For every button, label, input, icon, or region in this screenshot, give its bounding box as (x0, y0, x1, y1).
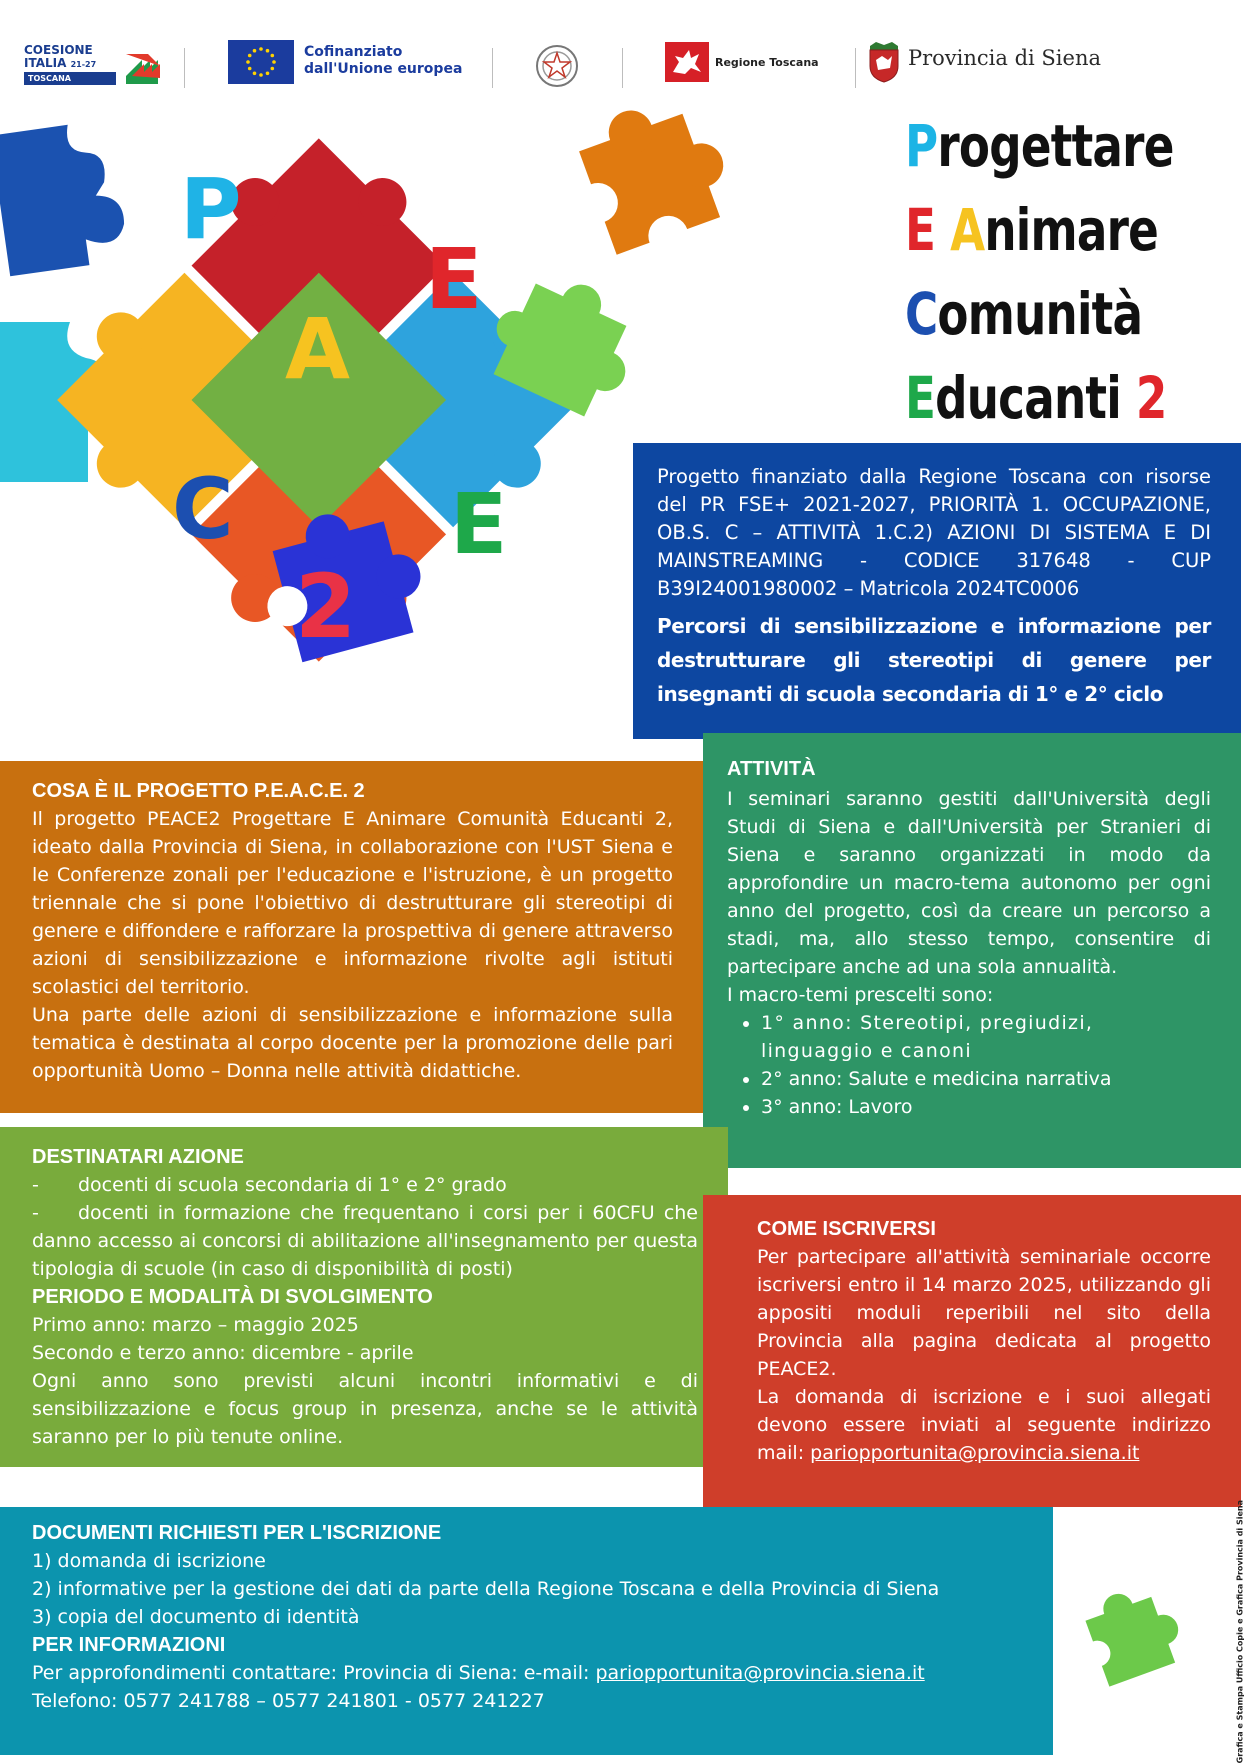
coesione-line2: ITALIA (24, 56, 67, 70)
info-prefix: Per approfondimenti contattare: Provincia di Siena: e-mail: (32, 1662, 590, 1684)
title-line-4 (905, 356, 1167, 440)
macro-temi-list (727, 1009, 1211, 1121)
eu-line1: Cofinanziato (304, 44, 403, 60)
info-text (32, 1659, 1023, 1687)
documento-item: 2) informative per la gestione dei dati da parte della Regione Toscana e della Provincia di Siena (32, 1578, 940, 1600)
header-divider (855, 48, 856, 88)
puzzle-letter-c: C (172, 460, 234, 558)
coesione-region: TOSCANA (24, 72, 116, 85)
title-word: ducanti (935, 364, 1121, 432)
header-divider (622, 48, 623, 88)
title-word: omunità (937, 280, 1143, 348)
project-title (905, 104, 1225, 440)
title-word: rogettare (937, 112, 1174, 180)
attivita-intro: I macro-temi prescelti sono: (727, 984, 994, 1006)
attivita-text: I seminari saranno gestiti dall'Università degli Studi di Siena e dall'Università per Stranieri di Siena e saranno organizzati in modo da approfondire un macro-tema autonomo per ogni anno del progetto, così da creare un percorso a stadi, ma, allo stesso tempo, consentire di partecipare anche ad una sola annualità. (727, 788, 1211, 978)
list-item: • 1° anno: Stereotipi, pregiudizi, linguaggio e canoni (761, 1009, 1211, 1065)
documento-item: 1) domanda di iscrizione (32, 1550, 266, 1572)
coesione-line1: COESIONE (24, 43, 93, 57)
title-line-3 (905, 272, 1155, 356)
coesione-years: 21-27 (70, 60, 97, 69)
periodo-text: Ogni anno sono previsti alcuni incontri informativi e di sensibilizzazione e focus group in presenza, anche se le attività saranno per lo più tenute online. (32, 1370, 698, 1448)
phone-text: Telefono: 0577 241788 – 0577 241801 - 0577 241227 (32, 1690, 545, 1712)
title-line-1 (905, 104, 1174, 188)
cosa-text-2: Una parte delle azioni di sensibilizzazione e informazione sulla tematica è destinata al corpo docente per la promozione delle pari opportunità Uomo – Donna nelle attività didattiche. (32, 1004, 673, 1082)
cosa-heading: COSA È IL PROGETTO P.E.A.C.E. 2 (32, 780, 365, 802)
header-divider (492, 48, 493, 88)
info-email-link[interactable]: pariopportunita@provincia.siena.it (595, 1662, 925, 1684)
logo-eu (228, 40, 468, 84)
funding-box (633, 443, 1241, 739)
title-initial: C (905, 280, 938, 348)
credit-text: Grafica e Stampa Ufficio Copie e Grafica Provincia di Siena (1235, 1500, 1244, 1763)
puzzle-letter-e1: E (425, 230, 483, 328)
italian-emblem-icon (535, 44, 579, 88)
title-initial: P (905, 112, 938, 180)
destinatari-item: - docenti di scuola secondaria di 1° e 2° grado (32, 1174, 507, 1196)
list-item: • 2° anno: Salute e medicina narrativa (761, 1065, 1211, 1093)
cosa-text: Il progetto PEACE2 Progettare E Animare Comunità Educanti 2, ideato dalla Provincia di Siena, in collaborazione con l'UST Siena e le Conferenze zonali per l'educazione e l'istruzione, è un progetto triennale che si pone l'obiettivo di destrutturare gli stereotipi di genere e diffondere e rafforzare la prospettiva di genere attraverso azioni di sensibilizzazione e informazione rivolte agli istituti scolastici del territorio. (32, 808, 673, 998)
destinatari-item: - docenti in formazione che frequentano i corsi per i 60CFU che danno accesso ai concorsi di abilitazione all'insegnamento per questa tipologia di scuole (in caso di disponibilità di posti) (32, 1202, 698, 1280)
logo-coesione (24, 44, 164, 92)
iscriversi-text: Per partecipare all'attività seminariale occorre iscriversi entro il 14 marzo 2025, utilizzando gli appositi moduli reperibili nel sito della Provincia alla pagina dedicata al progetto PEACE2. (757, 1246, 1211, 1380)
provincia-label: Provincia di Siena (908, 46, 1101, 70)
funding-bold: Percorsi di sensibilizzazione e informazione per destrutturare gli stereotipi di genere per insegnanti di scuola secondaria di 1° e 2° ciclo (657, 614, 1211, 706)
attivita-box (703, 733, 1241, 1168)
puzzle-number-2: 2 (295, 555, 357, 658)
email-link[interactable]: pariopportunita@provincia.siena.it (810, 1442, 1140, 1464)
regione-label: Regione Toscana (715, 56, 819, 69)
periodo-text: Primo anno: marzo – maggio 2025 (32, 1314, 359, 1336)
header-divider (184, 48, 185, 88)
title-initial: A (950, 196, 985, 264)
title-number: 2 (1135, 364, 1167, 432)
title-word: nimare (984, 196, 1159, 264)
logo-provincia-siena (866, 40, 1101, 84)
destinatari-heading: DESTINATARI AZIONE (32, 1146, 244, 1168)
destinatari-box (0, 1127, 728, 1467)
iscriversi-text-2 (757, 1383, 1211, 1467)
pegasus-icon (665, 42, 709, 82)
info-heading: PER INFORMAZIONI (32, 1634, 226, 1656)
coesione-arrows-icon (122, 46, 164, 88)
documenti-box (0, 1507, 1053, 1755)
periodo-text: Secondo e terzo anno: dicembre - aprile (32, 1342, 414, 1364)
puzzle-letter-e2: E (450, 475, 508, 573)
iscriversi-box (703, 1195, 1241, 1507)
funding-text: Progetto finanziato dalla Regione Toscana con risorse del PR FSE+ 2021-2027, PRIORITÀ 1. OCCUPAZIONE, OB.S. C – ATTIVITÀ 1.C.2) AZIONI DI SISTEMA E DI MAINSTREAMING - CODICE 317648 - CUP B39I24001980002 – Matricola 2024TC0006 (657, 465, 1211, 600)
destinatari-item-text: docenti in formazione che frequentano i corsi per i 60CFU che danno accesso ai concorsi di abilitazione all'insegnamento per questa tipologia di scuole (in caso di disponibilità di posti) (32, 1202, 698, 1280)
destinatari-item-text: docenti di scuola secondaria di 1° e 2° grado (78, 1174, 507, 1196)
iscriversi-heading: COME ISCRIVERSI (757, 1218, 936, 1240)
title-initial: E (905, 196, 936, 264)
documento-item: 3) copia del documento di identità (32, 1606, 360, 1628)
logo-regione-toscana (665, 42, 825, 82)
cosa-box (0, 761, 703, 1113)
iscriversi-text-2-body: La domanda di iscrizione e i suoi allegati devono essere inviati al seguente indirizzo mail: (757, 1386, 1211, 1464)
puzzle-letter-a: A (285, 300, 351, 398)
eu-line2: dall'Unione europea (304, 61, 463, 77)
list-item: • 3° anno: Lavoro (761, 1093, 1211, 1121)
attivita-heading: ATTIVITÀ (727, 758, 816, 780)
eu-flag-icon (228, 40, 294, 84)
puzzle-letter-p: P (180, 160, 242, 258)
title-initial: E (905, 364, 936, 432)
periodo-heading: PERIODO E MODALITÀ DI SVOLGIMENTO (32, 1286, 433, 1308)
provincia-crest-icon (866, 40, 902, 84)
green-puzzle-piece-icon (1070, 1575, 1200, 1705)
title-line-2 (905, 188, 1159, 272)
documenti-heading: DOCUMENTI RICHIESTI PER L'ISCRIZIONE (32, 1522, 442, 1544)
